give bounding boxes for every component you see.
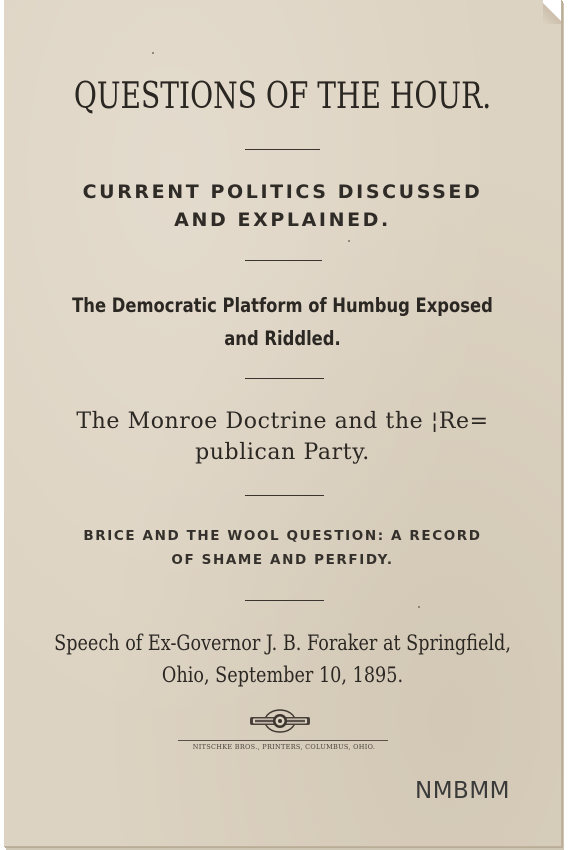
divider-rule xyxy=(245,260,322,261)
imprint-rule xyxy=(178,740,388,741)
section-foraker-speech xyxy=(54,628,511,692)
section-wool-question xyxy=(4,524,561,572)
section-line: publican Party. xyxy=(195,440,370,465)
cover-title: QUESTIONS OF THE HOUR. xyxy=(73,76,492,117)
section-line: Speech of Ex-Governor J. B. Foraker at Springfield, xyxy=(54,631,511,656)
section-line: Ohio, September 10, 1895. xyxy=(161,663,404,688)
watermark: NMBMM xyxy=(415,778,511,804)
section-democratic-platform xyxy=(49,289,517,355)
section-line: BRICE AND THE WOOL QUESTION: A RECORD xyxy=(83,528,482,544)
section-line: CURRENT POLITICS DISCUSSED xyxy=(82,181,483,203)
folded-corner xyxy=(543,0,561,24)
divider-rule xyxy=(245,378,324,379)
section-line: and Riddled. xyxy=(224,327,341,350)
divider-rule xyxy=(245,600,324,601)
section-line: AND EXPLAINED. xyxy=(174,209,391,231)
section-current-politics xyxy=(4,178,561,234)
paper-speck xyxy=(348,240,350,242)
divider-rule xyxy=(245,495,324,496)
paper-speck xyxy=(152,52,154,54)
printer-emblem-icon xyxy=(246,707,314,735)
divider-rule xyxy=(245,149,320,150)
section-line: The Monroe Doctrine and the ¦Re= xyxy=(76,409,489,434)
section-line: The Democratic Platform of Humbug Exposed xyxy=(72,294,493,317)
section-monroe-doctrine xyxy=(4,406,561,468)
paper-speck xyxy=(418,606,420,608)
section-line: OF SHAME AND PERFIDY. xyxy=(171,552,394,568)
printer-imprint: NITSCHKE BROS., PRINTERS, COLUMBUS, OHIO. xyxy=(192,743,376,751)
